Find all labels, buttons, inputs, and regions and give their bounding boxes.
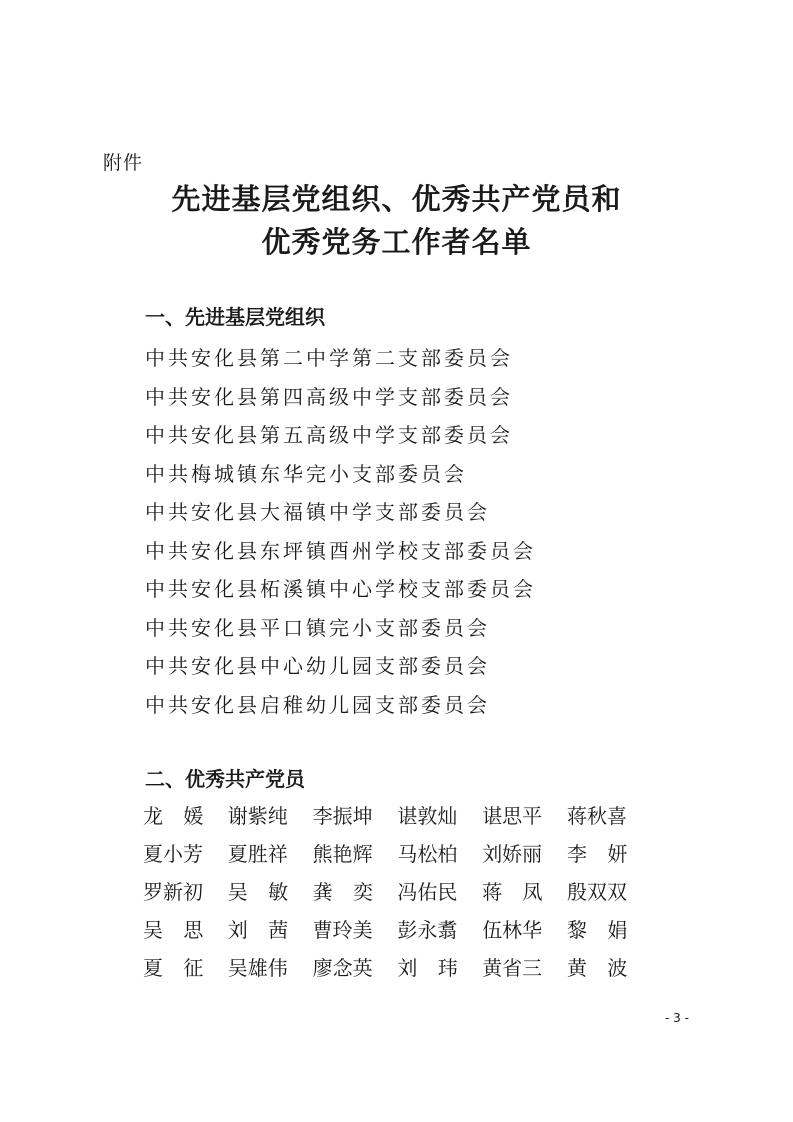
list-item: 中共安化县平口镇完小支部委员会: [145, 615, 490, 640]
member-name: 曹玲美: [312, 918, 373, 942]
list-item: 中共安化县东坪镇酉州学校支部委员会: [145, 538, 536, 563]
member-name: 龙 媛: [143, 804, 204, 828]
member-name: 吴 敏: [227, 880, 289, 904]
organization-list: [145, 339, 536, 724]
document-title-line-1: 先进基层党组织、优秀共产党员和: [171, 182, 622, 216]
member-name: 吴 思: [143, 918, 204, 942]
list-item: 中共安化县第五高级中学支部委员会: [145, 423, 513, 447]
list-item: 中共安化县中心幼儿园支部委员会: [145, 654, 490, 678]
page-number: - 3 -: [665, 1011, 689, 1025]
document-title-line-2: 优秀党务工作者名单: [261, 225, 532, 259]
member-name: 黄 波: [566, 956, 628, 980]
member-name: 夏小芳: [143, 842, 203, 866]
table-row: [143, 797, 652, 835]
list-item: 中共梅城镇东华完小支部委员会: [145, 461, 467, 486]
section-heading-party-members: 二、优秀共产党员: [145, 767, 305, 791]
list-item: 中共安化县第二中学第二支部委员会: [145, 346, 513, 370]
member-name: 熊艳辉: [312, 842, 373, 866]
member-name: 李振坤: [312, 804, 373, 828]
member-name: 李 妍: [566, 842, 628, 866]
member-name: 夏 征: [143, 956, 204, 980]
member-name: 吴雄伟: [227, 956, 288, 980]
member-name: 廖念英: [312, 956, 373, 980]
list-item: 中共安化县大福镇中学支部委员会: [145, 500, 490, 524]
member-name: 谌思平: [482, 804, 543, 828]
table-row: [143, 873, 652, 911]
member-name-grid: [143, 797, 652, 987]
member-name: 黎 娟: [566, 918, 628, 942]
table-row: [143, 911, 652, 949]
member-name: 刘 玮: [397, 956, 458, 980]
member-name: 刘娇丽: [482, 842, 543, 866]
member-name: 黄省三: [482, 956, 543, 980]
member-name: 罗新初: [143, 880, 203, 904]
list-item: 中共安化县第四高级中学支部委员会: [145, 384, 513, 409]
member-name: 伍林华: [482, 918, 543, 942]
member-name: 蒋 凤: [482, 880, 543, 904]
section-heading-organizations: 一、先进基层党组织: [145, 305, 325, 329]
member-name: 冯佑民: [397, 880, 458, 904]
member-name: 夏胜祥: [227, 842, 288, 866]
member-name: 彭永翥: [397, 918, 458, 942]
member-name: 谌敦灿: [397, 804, 458, 828]
member-name: 谢紫纯: [227, 804, 288, 828]
member-name: 蒋秋喜: [566, 804, 627, 828]
member-name: 殷双双: [566, 880, 627, 904]
table-row: [143, 835, 652, 873]
table-row: [143, 949, 652, 987]
member-name: 马松柏: [397, 842, 458, 866]
member-name: 龚 奕: [312, 880, 373, 904]
list-item: 中共安化县柘溪镇中心学校支部委员会: [145, 577, 536, 601]
attachment-label: 附件: [103, 152, 144, 174]
member-name: 刘 茜: [227, 918, 289, 942]
list-item: 中共安化县启稚幼儿园支部委员会: [145, 692, 490, 717]
